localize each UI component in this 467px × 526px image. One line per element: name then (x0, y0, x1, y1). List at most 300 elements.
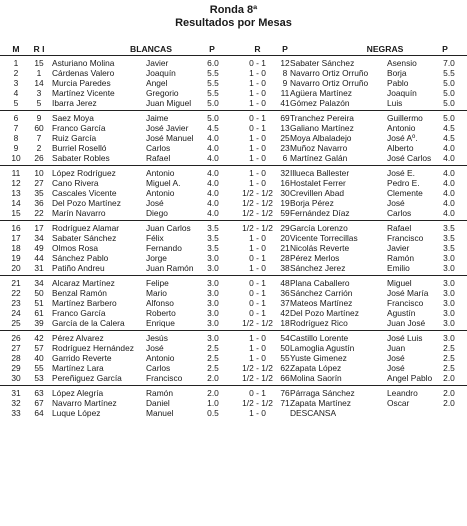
rank-initial: 34 (34, 233, 44, 243)
results-table (0, 44, 467, 420)
white-points: 3.0 (207, 253, 219, 263)
black-points: 2.5 (443, 343, 455, 353)
white-name: Javier (146, 58, 169, 68)
rank-initial: 53 (34, 373, 44, 383)
black-name: Alberto (387, 143, 414, 153)
black-points: 4.0 (443, 208, 455, 218)
table-row (0, 408, 467, 418)
white-points: 5.5 (207, 88, 219, 98)
white-points: 2.5 (207, 343, 219, 353)
black-name: José (387, 353, 405, 363)
white-points: 3.5 (207, 223, 219, 233)
white-surname: Cascales Vicente (52, 188, 117, 198)
table-group (0, 221, 467, 276)
black-points: 3.0 (443, 333, 455, 343)
black-name: José E. (387, 168, 415, 178)
black-name: Carlos (387, 208, 412, 218)
result: 0 - 1 (249, 298, 266, 308)
rank-initial: 9 (36, 113, 42, 123)
board-number: 24 (11, 308, 21, 318)
black-points: 4.0 (443, 143, 455, 153)
white-points: 0.5 (207, 408, 219, 418)
result: 1 - 0 (249, 78, 266, 88)
black-name: Miguel (387, 278, 412, 288)
black-points: 3.0 (443, 288, 455, 298)
table-row (0, 168, 467, 178)
table-row (0, 58, 467, 68)
black-points: 2.5 (443, 353, 455, 363)
board-number: 21 (11, 278, 21, 288)
board-number: 3 (13, 78, 19, 88)
black-name: Leandro (387, 388, 418, 398)
black-name: José Luis (387, 333, 423, 343)
result: 0 - 1 (249, 388, 266, 398)
black-surname: Illueca Ballester (290, 168, 350, 178)
black-points: 4.0 (443, 168, 455, 178)
black-surname: Gómez Palazón (290, 98, 350, 108)
white-points: 4.0 (207, 178, 219, 188)
result: 1 - 0 (249, 343, 266, 353)
black-rank: 6 (282, 153, 288, 163)
black-name: Emilio (387, 263, 410, 273)
result: 1/2 - 1/2 (242, 223, 273, 233)
white-name: Antonio (146, 168, 175, 178)
white-surname: Rodríguez Hernández (52, 343, 134, 353)
rank-initial: 49 (34, 243, 44, 253)
board-number: 7 (13, 123, 19, 133)
black-points: 4.0 (443, 178, 455, 188)
table-group (0, 166, 467, 221)
black-name: José Carlos (387, 153, 432, 163)
black-surname: Castillo Lorente (290, 333, 349, 343)
black-rank: 55 (280, 353, 290, 363)
header-p-rank: P (282, 44, 288, 54)
result: 0 - 1 (249, 113, 266, 123)
black-surname: Crevillen Abad (290, 188, 345, 198)
black-name: Guillermo (387, 113, 423, 123)
board-number: 17 (11, 233, 21, 243)
table-row (0, 263, 467, 273)
result: 1 - 0 (249, 178, 266, 188)
black-points: 5.0 (443, 88, 455, 98)
white-surname: Marín Navarro (52, 208, 106, 218)
black-rank: 30 (280, 188, 290, 198)
board-number: 20 (11, 263, 21, 273)
rank-initial: 1 (36, 68, 42, 78)
black-surname: Sánchez Carrión (290, 288, 353, 298)
board-number: 28 (11, 353, 21, 363)
header-blancas: BLANCAS (129, 44, 172, 54)
white-name: Alfonso (146, 298, 174, 308)
board-number: 14 (11, 198, 21, 208)
black-surname: Mateos Martínez (290, 298, 353, 308)
board-number: 16 (11, 223, 21, 233)
black-surname: Martínez Galán (290, 153, 348, 163)
table-group (0, 56, 467, 111)
white-points: 3.0 (207, 333, 219, 343)
white-points: 4.0 (207, 133, 219, 143)
white-points: 4.0 (207, 153, 219, 163)
black-rank: 54 (280, 333, 290, 343)
result: 1/2 - 1/2 (242, 188, 273, 198)
black-rank: 9 (282, 78, 288, 88)
white-name: Francisco (146, 373, 183, 383)
table-row (0, 233, 467, 243)
white-name: Enrique (146, 318, 175, 328)
black-surname: Nicolás Reverte (290, 243, 350, 253)
white-points: 5.5 (207, 68, 219, 78)
rank-initial: 42 (34, 333, 44, 343)
rank-initial: 27 (34, 178, 44, 188)
page-subtitle: Resultados por Mesas (175, 17, 292, 29)
header-r: R (254, 44, 261, 54)
rank-initial: 22 (34, 208, 44, 218)
black-surname: Navarro Ortiz Orruño (290, 78, 369, 88)
rank-initial: 50 (34, 288, 44, 298)
black-surname: Muñoz Navarro (290, 143, 348, 153)
rank-initial: 44 (34, 253, 44, 263)
white-points: 5.0 (207, 113, 219, 123)
white-name: Angel (146, 78, 168, 88)
result: 1/2 - 1/2 (242, 363, 273, 373)
white-surname: Pérez Alvarez (52, 333, 104, 343)
white-points: 2.0 (207, 388, 219, 398)
black-surname: Fernández Díaz (290, 208, 350, 218)
black-surname: DESCANSA (290, 408, 337, 418)
white-points: 3.0 (207, 298, 219, 308)
white-name: Carlos (146, 363, 171, 373)
board-number: 15 (11, 208, 21, 218)
white-name: Rafael (146, 153, 171, 163)
black-rank: 18 (280, 318, 290, 328)
table-row (0, 198, 467, 208)
white-name: Juan Carlos (146, 223, 191, 233)
white-surname: Olmos Rosa (52, 243, 99, 253)
table-row (0, 298, 467, 308)
rank-initial: 64 (34, 408, 44, 418)
white-surname: Cano Rivera (52, 178, 99, 188)
result: 1 - 0 (249, 233, 266, 243)
result: 0 - 1 (249, 58, 266, 68)
black-points: 3.0 (443, 253, 455, 263)
black-points: 5.5 (443, 68, 455, 78)
white-name: José Manuel (146, 133, 194, 143)
white-points: 5.0 (207, 98, 219, 108)
table-row (0, 143, 467, 153)
black-name: Clemente (387, 188, 423, 198)
white-points: 4.5 (207, 123, 219, 133)
white-surname: Del Pozo Martínez (52, 198, 121, 208)
black-rank: 66 (280, 373, 290, 383)
black-name: José (387, 363, 405, 373)
table-row (0, 353, 467, 363)
white-surname: Franco García (52, 308, 106, 318)
board-number: 26 (11, 333, 21, 343)
board-number: 30 (11, 373, 21, 383)
black-name: Agustín (387, 308, 416, 318)
black-rank: 25 (280, 133, 290, 143)
black-surname: Hostalet Ferrer (290, 178, 346, 188)
black-name: Asensio (387, 58, 417, 68)
rank-initial: 67 (34, 398, 44, 408)
white-points: 2.0 (207, 373, 219, 383)
white-name: José (146, 198, 164, 208)
result: 0 - 1 (249, 288, 266, 298)
black-points: 7.0 (443, 58, 455, 68)
black-name: Francisco (387, 298, 424, 308)
board-number: 31 (11, 388, 21, 398)
rank-initial: 57 (34, 343, 44, 353)
white-name: Carlos (146, 143, 171, 153)
black-rank: 20 (280, 233, 290, 243)
white-points: 5.5 (207, 78, 219, 88)
black-rank: 16 (280, 178, 290, 188)
white-surname: Franco García (52, 123, 106, 133)
board-number: 2 (13, 68, 19, 78)
white-name: Ramón (146, 388, 173, 398)
black-rank: 32 (280, 168, 290, 178)
header-m: M (12, 44, 20, 54)
result: 0 - 1 (249, 278, 266, 288)
black-surname: Zapata López (290, 363, 342, 373)
rank-initial: 15 (34, 58, 44, 68)
result: 1 - 0 (249, 153, 266, 163)
rank-initial: 39 (34, 318, 44, 328)
white-points: 4.0 (207, 188, 219, 198)
black-name: Antonio (387, 123, 416, 133)
white-name: Jorge (146, 253, 167, 263)
board-number: 19 (11, 253, 21, 263)
rank-initial: 55 (34, 363, 44, 373)
white-surname: Asturiano Molina (52, 58, 115, 68)
white-points: 4.0 (207, 208, 219, 218)
table-group (0, 111, 467, 166)
board-number: 27 (11, 343, 21, 353)
white-name: Juan Ramón (146, 263, 194, 273)
white-surname: Patiño Andreu (52, 263, 105, 273)
result: 1 - 0 (249, 408, 266, 418)
rank-initial: 61 (34, 308, 44, 318)
table-row (0, 188, 467, 198)
black-surname: Molina Saorín (290, 373, 342, 383)
black-rank: 8 (282, 68, 288, 78)
table-group (0, 331, 467, 386)
black-name: Juan José (387, 318, 426, 328)
black-points: 5.0 (443, 113, 455, 123)
black-rank: 12 (280, 58, 290, 68)
black-points: 3.5 (443, 243, 455, 253)
table-row (0, 178, 467, 188)
black-name: Oscar (387, 398, 410, 408)
white-surname: Martínez Barbero (52, 298, 117, 308)
white-name: Antonio (146, 353, 175, 363)
white-points: 3.0 (207, 308, 219, 318)
black-surname: Plana Caballero (290, 278, 350, 288)
board-number: 25 (11, 318, 21, 328)
result: 1/2 - 1/2 (242, 208, 273, 218)
white-surname: Luque López (52, 408, 101, 418)
white-surname: Murcia Paredes (52, 78, 111, 88)
black-points: 3.0 (443, 263, 455, 273)
black-name: Pablo (387, 78, 409, 88)
white-name: José Javier (146, 123, 189, 133)
black-rank: 71 (280, 398, 290, 408)
black-surname: Sabater Sánchez (290, 58, 355, 68)
black-points: 5.0 (443, 98, 455, 108)
result: 1 - 0 (249, 168, 266, 178)
white-points: 3.0 (207, 288, 219, 298)
white-surname: Navarro Martínez (52, 398, 117, 408)
white-points: 3.0 (207, 318, 219, 328)
black-name: Juan (387, 343, 406, 353)
black-surname: Moya Albaladejo (290, 133, 352, 143)
board-number: 32 (11, 398, 21, 408)
black-surname: Tranchez Pereira (290, 113, 354, 123)
table-row (0, 308, 467, 318)
black-name: Angel Pablo (387, 373, 433, 383)
white-name: Fernando (146, 243, 182, 253)
result: 1 - 0 (249, 88, 266, 98)
table-row (0, 278, 467, 288)
table-row (0, 288, 467, 298)
black-points: 4.5 (443, 123, 455, 133)
black-surname: Párraga Sánchez (290, 388, 355, 398)
white-name: Daniel (146, 398, 170, 408)
board-number: 8 (13, 133, 19, 143)
black-rank: 19 (280, 198, 290, 208)
white-name: Jaime (146, 113, 169, 123)
table-row (0, 153, 467, 163)
black-name: Luis (387, 98, 403, 108)
table-row (0, 78, 467, 88)
round-title: Ronda 8ª (209, 4, 258, 16)
board-number: 6 (13, 113, 19, 123)
rank-initial: 36 (34, 198, 44, 208)
result: 1/2 - 1/2 (242, 373, 273, 383)
white-name: Gregorio (146, 88, 179, 98)
table-row (0, 133, 467, 143)
black-rank: 69 (280, 113, 290, 123)
white-name: Manuel (146, 408, 174, 418)
rank-initial: 3 (36, 88, 42, 98)
rank-initial: 63 (34, 388, 44, 398)
white-surname: Garrido Reverte (52, 353, 112, 363)
white-surname: Cárdenas Valero (52, 68, 115, 78)
black-surname: Navarro Ortiz Orruño (290, 68, 369, 78)
table-body (0, 56, 467, 420)
black-points: 2.0 (443, 398, 455, 408)
board-number: 11 (11, 168, 21, 178)
white-surname: Burriel Roselló (52, 143, 107, 153)
black-name: José María (387, 288, 429, 298)
table-row (0, 388, 467, 398)
board-number: 1 (13, 58, 19, 68)
black-points: 3.0 (443, 318, 455, 328)
result: 1/2 - 1/2 (242, 318, 273, 328)
black-points: 3.0 (443, 308, 455, 318)
white-name: Félix (146, 233, 164, 243)
black-points: 3.0 (443, 278, 455, 288)
table-row (0, 98, 467, 108)
black-points: 4.0 (443, 153, 455, 163)
result: 0 - 1 (249, 308, 266, 318)
rank-initial: 2 (36, 143, 42, 153)
header-negras: NEGRAS (366, 44, 404, 54)
white-surname: López Alegría (52, 388, 104, 398)
header-ri: R I (33, 44, 45, 54)
white-name: Felipe (146, 278, 169, 288)
black-rank: 23 (280, 143, 290, 153)
result: 1 - 0 (249, 98, 266, 108)
result: 1 - 0 (249, 68, 266, 78)
white-points: 2.5 (207, 353, 219, 363)
black-points: 5.0 (443, 78, 455, 88)
rank-initial: 34 (34, 278, 44, 288)
black-name: José (387, 198, 405, 208)
black-rank: 50 (280, 343, 290, 353)
black-points: 3.5 (443, 233, 455, 243)
black-surname: Rodríguez Rico (290, 318, 348, 328)
white-name: Roberto (146, 308, 176, 318)
rank-initial: 7 (36, 133, 42, 143)
white-points: 1.0 (207, 398, 219, 408)
board-number: 33 (11, 408, 21, 418)
black-surname: García Lorenzo (290, 223, 348, 233)
black-name: Borja (387, 68, 407, 78)
result: 1 - 0 (249, 143, 266, 153)
table-row (0, 208, 467, 218)
white-points: 3.0 (207, 263, 219, 273)
white-points: 3.5 (207, 233, 219, 243)
result: 1/2 - 1/2 (242, 198, 273, 208)
table-row (0, 333, 467, 343)
black-points: 4.5 (443, 133, 455, 143)
black-rank: 41 (280, 98, 290, 108)
table-row (0, 123, 467, 133)
header-p-black: P (442, 44, 448, 54)
rank-initial: 26 (34, 153, 44, 163)
result: 1 - 0 (249, 333, 266, 343)
white-surname: Martínez Lara (52, 363, 104, 373)
table-row (0, 398, 467, 408)
black-points: 2.0 (443, 388, 455, 398)
black-rank: 38 (280, 263, 290, 273)
black-points: 3.5 (443, 223, 455, 233)
board-number: 10 (11, 153, 21, 163)
white-name: Mario (146, 288, 167, 298)
result: 0 - 1 (249, 253, 266, 263)
rank-initial: 10 (34, 168, 44, 178)
black-rank: 28 (280, 253, 290, 263)
rank-initial: 14 (34, 78, 44, 88)
black-rank: 11 (280, 88, 290, 98)
white-surname: Ruiz García (52, 133, 97, 143)
rank-initial: 60 (34, 123, 44, 133)
result: 1 - 0 (249, 353, 266, 363)
white-surname: Alcaraz Martínez (52, 278, 115, 288)
black-surname: Yuste Gimenez (290, 353, 347, 363)
board-number: 29 (11, 363, 21, 373)
black-rank: 42 (280, 308, 290, 318)
white-points: 6.0 (207, 58, 219, 68)
board-number: 9 (13, 143, 19, 153)
result: 1 - 0 (249, 243, 266, 253)
white-name: Joaquín (146, 68, 176, 78)
white-surname: Saez Moya (52, 113, 94, 123)
black-surname: Galiano Martínez (290, 123, 354, 133)
white-name: José (146, 343, 164, 353)
black-name: José Aº. (387, 133, 418, 143)
